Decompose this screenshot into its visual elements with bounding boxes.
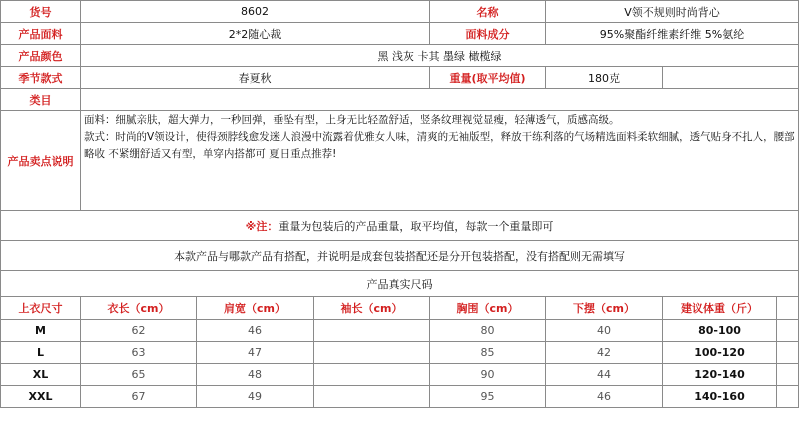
weight-range-cell: 140-160 xyxy=(663,386,777,408)
colors-label: 产品颜色 xyxy=(1,45,81,67)
shoulder-cell: 48 xyxy=(197,364,314,386)
table-row xyxy=(1,320,799,342)
sleeve-cell xyxy=(314,364,430,386)
composition-label: 面料成分 xyxy=(430,23,546,45)
length-cell: 67 xyxy=(81,386,197,408)
bust-cell: 90 xyxy=(430,364,546,386)
shoulder-cell: 46 xyxy=(197,320,314,342)
size-header-length: 衣长（cm） xyxy=(81,297,197,320)
hem-cell: 40 xyxy=(546,320,663,342)
empty-cell xyxy=(777,386,799,408)
size-header-empty xyxy=(777,297,799,320)
product-name-value: V领不规则时尚背心 xyxy=(546,1,799,23)
hem-cell: 42 xyxy=(546,342,663,364)
bust-cell: 95 xyxy=(430,386,546,408)
size-cell: L xyxy=(1,342,81,364)
shoulder-cell: 47 xyxy=(197,342,314,364)
size-header-weight: 建议体重（斤） xyxy=(663,297,777,320)
size-cell: XL xyxy=(1,364,81,386)
weight-empty-cell xyxy=(663,67,799,89)
item-no-value: 8602 xyxy=(81,1,430,23)
item-no-label: 货号 xyxy=(1,1,81,23)
fabric-label: 产品面料 xyxy=(1,23,81,45)
shoulder-cell: 49 xyxy=(197,386,314,408)
selling-point-fabric: 面料：细腻亲肤，超大弹力，一秒回弹，垂坠有型，上身无比轻盈舒适，竖条纹理视觉显瘦，轻薄透气，质感高级。 xyxy=(84,114,620,126)
size-header-bust: 胸围（cm） xyxy=(430,297,546,320)
colors-value: 黑 浅灰 卡其 墨绿 橄榄绿 xyxy=(81,45,799,67)
matching-note: 本款产品与哪款产品有搭配，并说明是成套包装搭配还是分开包装搭配，没有搭配则无需填写 xyxy=(1,241,799,271)
sleeve-cell xyxy=(314,320,430,342)
sleeve-cell xyxy=(314,386,430,408)
sleeve-cell xyxy=(314,342,430,364)
size-header-hem: 下摆（cm） xyxy=(546,297,663,320)
length-cell: 65 xyxy=(81,364,197,386)
weight-note xyxy=(1,211,799,241)
weight-range-cell: 80-100 xyxy=(663,320,777,342)
size-cell: XXL xyxy=(1,386,81,408)
selling-point-style: 款式：时尚的V领设计，使得颈脖线愈发迷人浪漫中流露着优雅女人味，清爽的无袖版型，释放干练利落的气场精选面料柔软细腻，透气贴身不扎人，腰部略收 不紧绷舒适又有型，单穿内搭都可 夏日重点推荐! xyxy=(84,131,795,160)
hem-cell: 46 xyxy=(546,386,663,408)
selling-points-text xyxy=(81,111,799,211)
composition-value: 95%聚酯纤维素纤维 5%氨纶 xyxy=(546,23,799,45)
size-chart-title: 产品真实尺码 xyxy=(1,271,799,297)
weight-value: 180克 xyxy=(546,67,663,89)
empty-cell xyxy=(777,342,799,364)
season-value: 春夏秋 xyxy=(81,67,430,89)
table-row xyxy=(1,386,799,408)
category-label: 类目 xyxy=(1,89,81,111)
season-label: 季节款式 xyxy=(1,67,81,89)
table-row xyxy=(1,364,799,386)
size-header-sleeve: 袖长（cm） xyxy=(314,297,430,320)
size-header-shoulder: 肩宽（cm） xyxy=(197,297,314,320)
weight-note-text: 重量为包装后的产品重量，取平均值，每款一个重量即可 xyxy=(278,219,554,233)
length-cell: 63 xyxy=(81,342,197,364)
bust-cell: 80 xyxy=(430,320,546,342)
weight-label: 重量(取平均值) xyxy=(430,67,546,89)
length-cell: 62 xyxy=(81,320,197,342)
weight-range-cell: 100-120 xyxy=(663,342,777,364)
selling-points-label: 产品卖点说明 xyxy=(1,111,81,211)
hem-cell: 44 xyxy=(546,364,663,386)
size-header-size: 上衣尺寸 xyxy=(1,297,81,320)
size-cell: M xyxy=(1,320,81,342)
product-name-label: 名称 xyxy=(430,1,546,23)
weight-range-cell: 120-140 xyxy=(663,364,777,386)
fabric-value: 2*2随心裁 xyxy=(81,23,430,45)
empty-cell xyxy=(777,364,799,386)
table-row xyxy=(1,342,799,364)
bust-cell: 85 xyxy=(430,342,546,364)
empty-cell xyxy=(777,320,799,342)
weight-note-prefix: ※注： xyxy=(245,219,279,233)
category-value xyxy=(81,89,799,111)
